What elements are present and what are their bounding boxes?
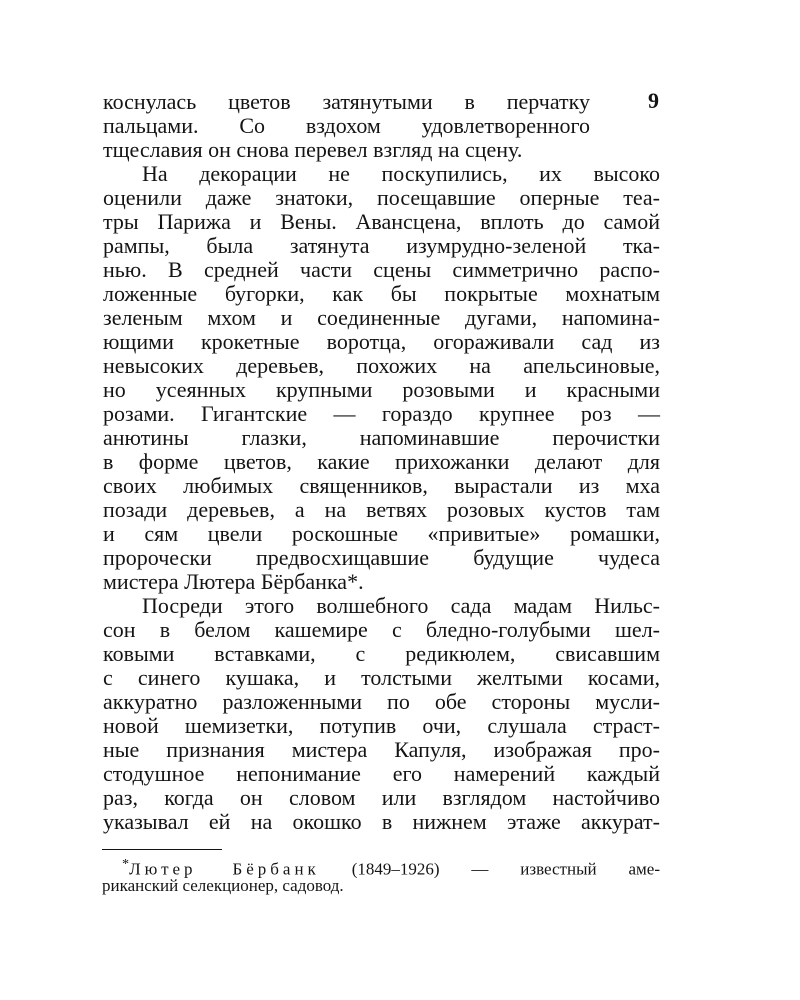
- text-line: оценили даже знатоки, посещавшие оперные теа-: [103, 185, 660, 210]
- footnote-line: [122, 854, 660, 879]
- text-line: ковыми вставками, с редикюлем, свисавшим: [103, 641, 660, 666]
- page-number: 9: [648, 88, 659, 113]
- text-line: пророчески предвосхищавшие будущие чудеса: [103, 545, 660, 570]
- text-line: ные признания мистера Капуля, изображая про-: [103, 737, 660, 762]
- text-line: ложенные бугорки, как бы покрытые мохнатым: [103, 281, 660, 306]
- footnote-text: (1849–1926) — известный аме-: [351, 859, 660, 879]
- text-line: коснулась цветов затянутыми в перчатку: [103, 89, 590, 114]
- footnote-marker: *: [122, 856, 130, 872]
- text-line: и сям цвели роскошные «привитые» ромашки,: [103, 521, 660, 546]
- footnote-name: Лютер Бёрбанк: [129, 859, 320, 879]
- text-line: тры Парижа и Вены. Авансцена, вплоть до самой: [103, 209, 660, 234]
- text-line: своих любимых священников, вырастали из мха: [103, 473, 660, 498]
- footnote-line: риканский селекционер, садовод.: [102, 876, 344, 895]
- text-line: розами. Гигантские — гораздо крупнее роз —: [103, 401, 660, 426]
- text-line: позади деревьев, а на ветвях розовых кустов там: [103, 497, 660, 522]
- text-line: мистера Лютера Бёрбанка*.: [103, 569, 364, 594]
- text-line: с синего кушака, и толстыми желтыми косами,: [103, 665, 660, 690]
- text-line: в форме цветов, какие прихожанки делают для: [103, 449, 660, 474]
- paragraph-first-line: На декорации не поскупились, их высоко: [142, 161, 660, 186]
- footnote-divider: [102, 849, 222, 850]
- text-line: новой шемизетки, потупив очи, слушала страст-: [103, 713, 660, 738]
- text-line: рампы, была затянута изумрудно-зеленой тка-: [103, 233, 660, 258]
- text-line: анютины глазки, напоминавшие перочистки: [103, 425, 660, 450]
- text-line: пальцами. Со вздохом удовлетворенного: [103, 113, 590, 138]
- text-line: тщеславия он снова перевел взгляд на сцену.: [103, 137, 523, 162]
- text-line: стодушное непонимание его намерений каждый: [103, 761, 660, 786]
- text-line: раз, когда он словом или взглядом настойчиво: [103, 785, 660, 810]
- text-line: ющими крокетные воротца, огораживали сад из: [103, 329, 660, 354]
- text-line: аккуратно разложенными по обе стороны мусли-: [103, 689, 660, 714]
- text-line: зеленым мхом и соединенные дугами, напомина-: [103, 305, 660, 330]
- text-line: но усеянных крупными розовыми и красными: [103, 377, 660, 402]
- text-line: сон в белом кашемире с бледно-голубыми шел-: [103, 617, 660, 642]
- text-line: указывал ей на окошко в нижнем этаже аккурат-: [103, 809, 660, 834]
- text-line: невысоких деревьев, похожих на апельсиновые,: [103, 353, 660, 378]
- paragraph-first-line: Посреди этого волшебного сада мадам Нильс-: [142, 593, 660, 618]
- text-line: нью. В средней части сцены симметрично распо-: [103, 257, 660, 282]
